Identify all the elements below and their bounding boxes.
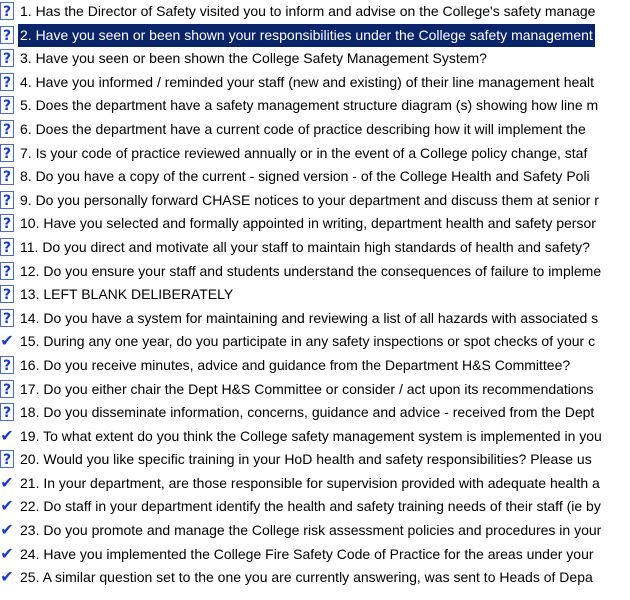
question-text: 7. Is your code of practice reviewed annually or in the event of a College policy change, staf [20,144,588,161]
question-icon: ? [0,238,14,256]
question-text: 20. Would you like specific training in your HoD health and safety responsibilities? Please us [20,451,592,468]
question-icon: ? [0,2,14,20]
question-text: 11. Do you direct and motivate all your staff to maintain high standards of health and safety? [20,238,590,255]
question-text: 3. Have you seen or been shown the College Safety Management System? [20,50,487,67]
check-icon: ✔ [0,496,14,516]
question-row[interactable] [0,448,630,472]
question-icon: ? [0,96,14,114]
question-row[interactable] [0,472,630,496]
question-icon: ? [0,73,14,91]
question-row[interactable] [0,354,630,378]
question-row[interactable] [0,425,630,449]
question-row[interactable] [0,118,630,142]
question-row[interactable] [0,142,630,166]
question-row[interactable] [0,189,630,213]
question-icon: ? [0,262,14,280]
question-row[interactable] [0,71,630,95]
question-row[interactable] [0,236,630,260]
question-icon: ? [0,144,14,162]
question-text: 14. Do you have a system for maintaining and reviewing a list of all hazards with associated s [20,309,599,326]
question-row[interactable] [0,543,630,567]
question-icon: ? [0,26,14,44]
question-text: 13. LEFT BLANK DELIBERATELY [20,286,234,303]
question-row[interactable] [0,495,630,519]
question-text: 19. To what extent do you think the College safety management system is implemented in you [20,427,602,444]
question-row[interactable] [0,212,630,236]
question-row[interactable] [0,165,630,189]
check-icon: ✔ [0,567,14,587]
question-text: 4. Have you informed / reminded your staff (new and existing) of their line management healt [20,73,595,90]
question-icon: ? [0,380,14,398]
question-row[interactable] [0,24,630,48]
question-text: 24. Have you implemented the College Fire Safety Code of Practice for the areas under your [20,545,594,562]
question-row[interactable] [0,401,630,425]
question-text: 16. Do you receive minutes, advice and guidance from the Department H&S Committee? [20,356,571,373]
question-row[interactable] [0,283,630,307]
question-text: 15. During any one year, do you participate in any safety inspections or spot checks of your c [20,333,596,350]
question-icon: ? [0,120,14,138]
question-text: 18. Do you disseminate information, concerns, guidance and advice - received from the Dept [20,404,595,421]
question-icon: ? [0,214,14,232]
question-icon: ? [0,191,14,209]
question-row[interactable] [0,307,630,331]
question-text: 21. In your department, are those responsible for supervision provided with adequate health a [20,474,600,491]
question-icon: ? [0,309,14,327]
question-icon: ? [0,356,14,374]
question-row[interactable] [0,330,630,354]
check-icon: ✔ [0,331,14,351]
question-row[interactable] [0,260,630,284]
question-icon: ? [0,450,14,468]
question-text: 12. Do you ensure your staff and students understand the consequences of failure to impleme [20,262,602,279]
question-text: 10. Have you selected and formally appointed in writing, department health and safety persor [20,215,596,232]
question-row[interactable] [0,378,630,402]
question-icon: ? [0,49,14,67]
question-row[interactable] [0,47,630,71]
question-row[interactable] [0,519,630,543]
question-row[interactable] [0,0,630,24]
question-text: 2. Have you seen or been shown your responsibilities under the College safety management [18,24,595,48]
check-icon: ✔ [0,520,14,540]
question-icon: ? [0,285,14,303]
question-row[interactable] [0,566,630,590]
question-text: 17. Do you either chair the Dept H&S Committee or consider / act upon its recommendations [20,380,594,397]
question-text: 22. Do staff in your department identify the health and safety training needs of their staff (ie by [20,498,601,515]
check-icon: ✔ [0,472,14,492]
question-icon: ? [0,167,14,185]
question-icon: ? [0,403,14,421]
question-row[interactable] [0,94,630,118]
check-icon: ✔ [0,543,14,563]
question-text: 6. Does the department have a current code of practice describing how it will implement the [20,120,586,137]
question-text: 8. Do you have a copy of the current - signed version - of the College Health and Safety Poli [20,168,590,185]
question-text: 25. A similar question set to the one you are currently answering, was sent to Heads of Depa [20,569,593,586]
check-icon: ✔ [0,425,14,445]
question-text: 5. Does the department have a safety management structure diagram (s) showing how line m [20,97,599,114]
question-text: 9. Do you personally forward CHASE notices to your department and discuss them at senior r [20,191,599,208]
question-text: 23. Do you promote and manage the College risk assessment policies and procedures in your [20,522,602,539]
question-text: 1. Has the Director of Safety visited you to inform and advise on the College's safety manage [20,3,596,19]
